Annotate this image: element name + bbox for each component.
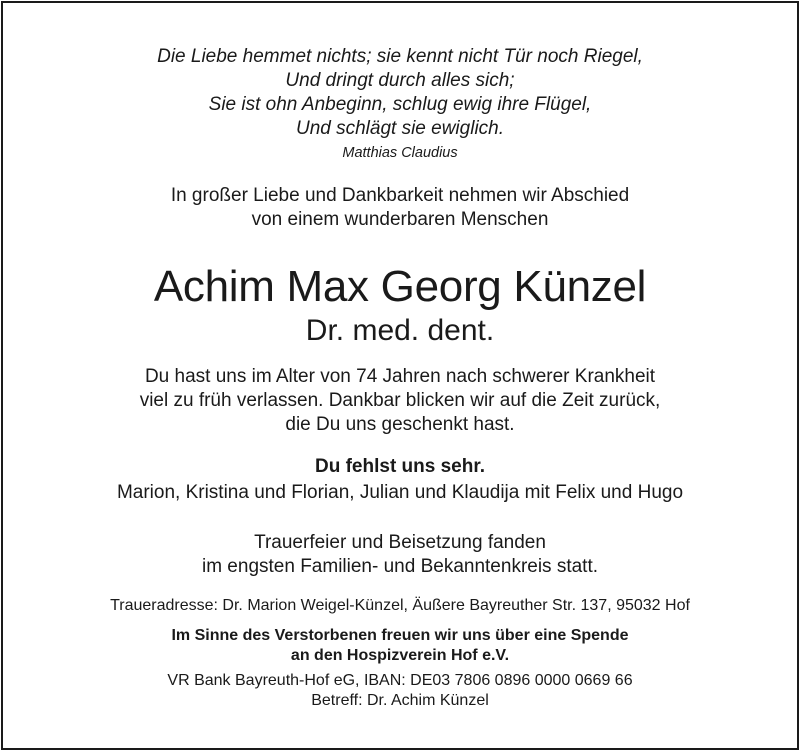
ceremony-line-2: im engsten Familien- und Bekanntenkreis statt. (201, 556, 599, 577)
payment-reference: Betreff: Dr. Achim Künzel (311, 692, 489, 709)
ceremony-line-1: Trauerfeier und Beisetzung fanden (254, 532, 546, 553)
message-line-2: viel zu früh verlassen. Dankbar blicken wir auf die Zeit zurück, (139, 390, 661, 411)
funeral-address: Traueradresse: Dr. Marion Weigel-Künzel, Äußere Bayreuther Str. 137, 95032 Hof (110, 597, 690, 614)
poem-line-3: Sie ist ohn Anbeginn, schlug ewig ihre Flügel, (208, 94, 592, 115)
intro-line-1: In großer Liebe und Dankbarkeit nehmen wir Abschied (170, 185, 630, 206)
bank-details: VR Bank Bayreuth-Hof eG, IBAN: DE03 7806 0896 0000 0669 66 (167, 672, 633, 689)
family-names: Marion, Kristina und Florian, Julian und Klaudija mit Felix und Hugo (116, 482, 684, 503)
message-line-1: Du hast uns im Alter von 74 Jahren nach schwerer Krankheit (144, 366, 656, 387)
donation-line-2: an den Hospizverein Hof e.V. (290, 647, 510, 664)
poem-author: Matthias Claudius (342, 145, 458, 161)
donation-line-1: Im Sinne des Verstorbenen freuen wir uns über eine Spende (171, 627, 629, 644)
deceased-title: Dr. med. dent. (305, 314, 495, 347)
poem-line-4: Und schlägt sie ewiglich. (295, 118, 505, 139)
deceased-name: Achim Max Georg Künzel (153, 262, 647, 311)
poem-line-2: Und dringt durch alles sich; (285, 70, 515, 91)
closing-heading: Du fehlst uns sehr. (315, 456, 485, 477)
intro-line-2: von einem wunderbaren Menschen (251, 209, 549, 230)
poem-line-1: Die Liebe hemmet nichts; sie kennt nicht Tür noch Riegel, (157, 46, 643, 67)
message-line-3: die Du uns geschenkt hast. (285, 414, 515, 435)
